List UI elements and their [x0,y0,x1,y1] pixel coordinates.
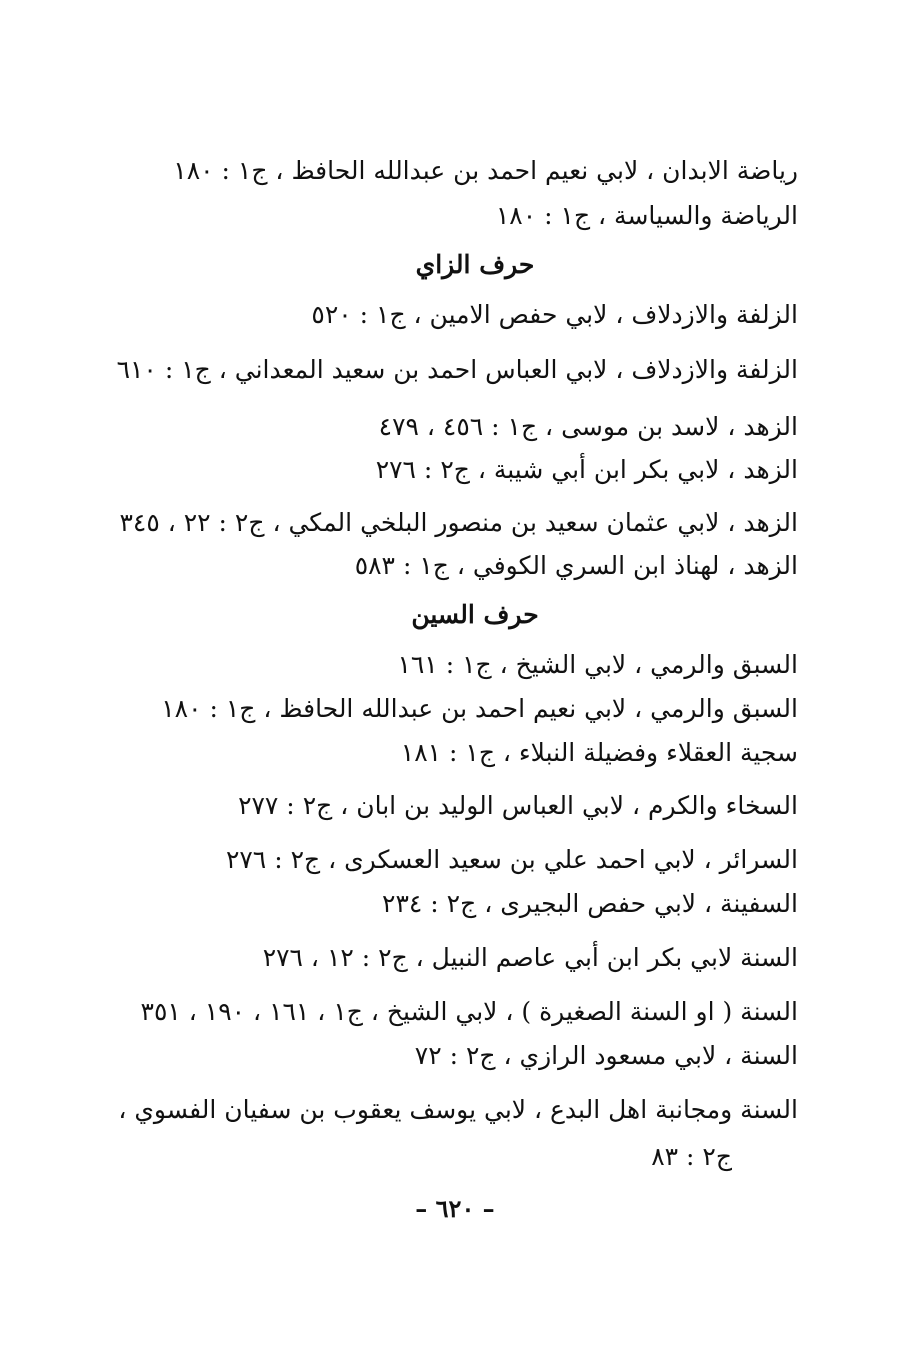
entry-line: رياضة الابدان ، لابي نعيم احمد بن عبدالله الحافظ ، ج١ : ١٨٠ [173,156,798,185]
section-heading-zay: حرف الزاي [415,250,535,279]
entry-line: السخاء والكرم ، لابي العباس الوليد بن ابان ، ج٢ : ٢٧٧ [238,791,798,820]
entry-line: الزهد ، لاسد بن موسى ، ج١ : ٤٥٦ ، ٤٧٩ [378,412,798,441]
entry-line: السبق والرمي ، لابي الشيخ ، ج١ : ١٦١ [397,650,798,679]
entry-line: الزهد ، لهناذ ابن السري الكوفي ، ج١ : ٥٨٣ [354,551,798,580]
entry-line: السفينة ، لابي حفص البجيرى ، ج٢ : ٢٣٤ [382,889,798,918]
entry-line: السنة ومجانبة اهل البدع ، لابي يوسف يعقوب بن سفيان الفسوي ، [118,1095,798,1124]
entry-line: الزلفة والازدلاف ، لابي العباس احمد بن سعيد المعداني ، ج١ : ٦١٠ [116,355,798,384]
section-heading-seen: حرف السين [411,600,539,629]
entry-line: الرياضة والسياسة ، ج١ : ١٨٠ [495,201,798,230]
entry-line: السنة ، لابي مسعود الرازي ، ج٢ : ٧٢ [414,1041,798,1070]
entry-line: الزهد ، لابي بكر ابن أبي شيبة ، ج٢ : ٢٧٦ [375,455,798,484]
entry-line: السبق والرمي ، لابي نعيم احمد بن عبدالله الحافظ ، ج١ : ١٨٠ [161,694,798,723]
entry-line: الزهد ، لابي عثمان سعيد بن منصور البلخي المكي ، ج٢ : ٢٢ ، ٣٤٥ [119,508,798,537]
entry-line: السرائر ، لابي احمد علي بن سعيد العسكرى ، ج٢ : ٢٧٦ [225,845,798,874]
page-number: – ٦٢٠ – [415,1194,495,1223]
entry-line: الزلفة والازدلاف ، لابي حفص الامين ، ج١ : ٥٢٠ [311,300,798,329]
entry-line-continuation: ج٢ : ٨٣ [651,1142,732,1171]
entry-line: السنة ( او السنة الصغيرة ) ، لابي الشيخ ، ج١ ، ١٦١ ، ١٩٠ ، ٣٥١ [140,997,798,1026]
entry-line: السنة لابي بكر ابن أبي عاصم النبيل ، ج٢ : ١٢ ، ٢٧٦ [262,943,798,972]
entry-line: سجية العقلاء وفضيلة النبلاء ، ج١ : ١٨١ [400,738,798,767]
